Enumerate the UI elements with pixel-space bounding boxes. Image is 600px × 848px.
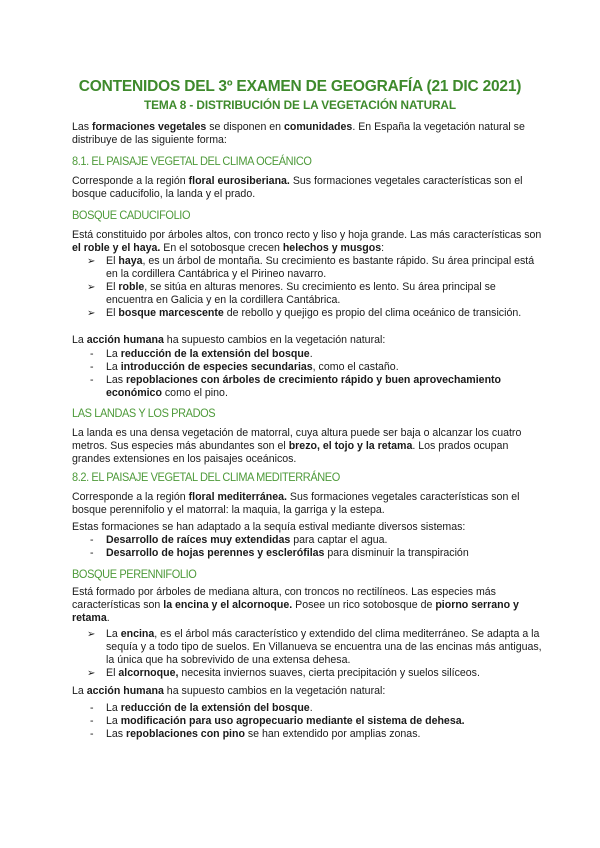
paragraph-adaptacion: Estas formaciones se han adaptado a la sequía estival mediante diversos sistemas:	[72, 521, 466, 533]
list-item: - Las repoblaciones con árboles de crecimiento rápido y buen aprovechamiento económico como el pino.	[90, 374, 502, 399]
list-item: - La reducción de la extensión del bosque.	[90, 702, 313, 714]
dash-bullet: -	[90, 728, 94, 740]
list-item: ➢ El bosque marcescente de rebollo y quejigo es propio del clima oceánico de transición.	[87, 307, 522, 319]
list-item: ➢ La encina, es el árbol más característico y extendido del clima mediterráneo. Se adapta a la sequía y a todo tipo de suelos. En Villanueva se encuentra una de las encinas más antiguas, la única que ha sobrevivido de una extensa dehesa.	[87, 628, 542, 666]
list-cambios-mediterraneo	[72, 702, 542, 741]
paragraph-accion-humana-1: La acción humana ha supuesto cambios en la vegetación natural:	[72, 334, 386, 346]
paragraph-8-2: Corresponde a la región floral mediterránea. Sus formaciones vegetales características son el bosque perennifolio y el matorral: la maquia, la garriga y la estepa.	[72, 491, 520, 516]
paragraph-caducifolio: Está constituido por árboles altos, con tronco recto y liso y hoja grande. Las más características son el roble y el haya. En el sotobosque crecen helechos y musgos:	[72, 229, 542, 254]
list-caducifolio-species	[72, 255, 542, 320]
dash-bullet: -	[90, 702, 94, 714]
list-item: - La modificación para uso agropecuario mediante el sistema de dehesa.	[90, 715, 465, 727]
list-item: ➢ El alcornoque, necesita inviernos suaves, cierta precipitación y suelos silíceos.	[87, 667, 480, 679]
list-cambios-oceanico	[72, 348, 542, 400]
heading-bosque-perennifolio: BOSQUE PERENNIFOLIO	[72, 568, 197, 582]
arrow-bullet-icon: ➢	[87, 668, 96, 679]
list-adaptaciones	[72, 534, 542, 560]
document-title: CONTENIDOS DEL 3º EXAMEN DE GEOGRAFÍA (21 DIC 2021)	[78, 78, 522, 95]
dash-bullet: -	[90, 534, 94, 546]
list-item: ➢ El roble, se sitúa en alturas menores. Su crecimiento es lento. Su área principal se encuentra en Galicia y en la cordillera Cantábrica.	[87, 281, 496, 306]
list-item: - Desarrollo de raíces muy extendidas para captar el agua.	[90, 534, 388, 546]
dash-bullet: -	[90, 547, 94, 559]
list-item: - Desarrollo de hojas perennes y esclerófilas para disminuir la transpiración	[90, 547, 469, 559]
dash-bullet: -	[90, 715, 94, 727]
heading-bosque-caducifolio: BOSQUE CADUCIFOLIO	[72, 209, 191, 223]
dash-bullet: -	[90, 374, 94, 386]
list-item: - La reducción de la extensión del bosque.	[90, 348, 313, 360]
intro-paragraph: Las formaciones vegetales se disponen en comunidades. En España la vegetación natural se distribuye de las siguiente forma:	[72, 121, 525, 146]
paragraph-perennifolio: Está formado por árboles de mediana altura, con troncos no rectilíneos. Las especies más características son la encina y el alcornoque. Posee un rico sotobosque de piorno serrano y retama.	[72, 586, 519, 624]
list-item: - La introducción de especies secundarias, como el castaño.	[90, 361, 399, 373]
dash-bullet: -	[90, 348, 94, 360]
list-item: - Las repoblaciones con pino se han extendido por amplias zonas.	[90, 728, 421, 740]
heading-landas-prados: LAS LANDAS Y LOS PRADOS	[72, 407, 216, 421]
dash-bullet: -	[90, 361, 94, 373]
heading-8-2: 8.2. EL PAISAJE VEGETAL DEL CLIMA MEDITERRÁNEO	[72, 471, 340, 485]
list-item: ➢ El haya, es un árbol de montaña. Su crecimiento es bastante rápido. Su área principal está en la cordillera Cantábrica y el Pirineo navarro.	[87, 255, 535, 280]
paragraph-landas: La landa es una densa vegetación de matorral, cuya altura puede ser baja o alcanzar los cuatro metros. Sus especies más abundantes son el brezo, el tojo y la retama. Los prados ocupan grandes extensiones en los paisajes oceánicos.	[72, 427, 522, 465]
heading-8-1: 8.1. EL PAISAJE VEGETAL DEL CLIMA OCEÁNICO	[72, 155, 312, 169]
arrow-bullet-icon: ➢	[87, 629, 96, 640]
document-subtitle: TEMA 8 - DISTRIBUCIÓN DE LA VEGETACIÓN NATURAL	[144, 98, 456, 112]
paragraph-accion-humana-2: La acción humana ha supuesto cambios en la vegetación natural:	[72, 685, 386, 697]
list-perennifolio-species	[72, 628, 542, 680]
arrow-bullet-icon: ➢	[87, 282, 96, 293]
paragraph-8-1: Corresponde a la región floral eurosiberiana. Sus formaciones vegetales características son el bosque caducifolio, la landa y el prado.	[72, 175, 523, 200]
arrow-bullet-icon: ➢	[87, 308, 96, 319]
arrow-bullet-icon: ➢	[87, 256, 96, 267]
